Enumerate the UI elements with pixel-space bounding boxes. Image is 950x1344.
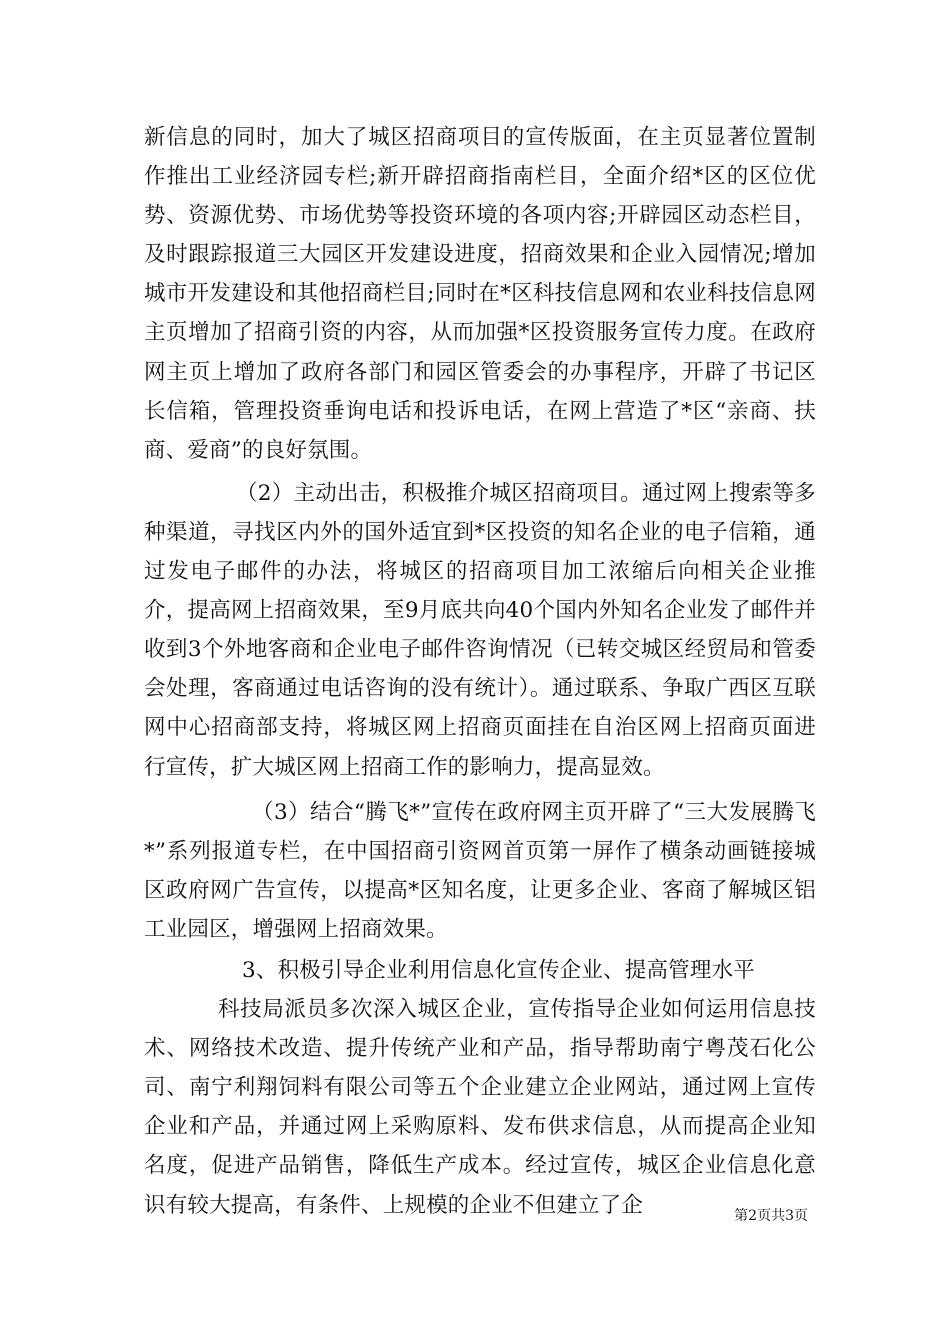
section-heading-enterprise-informatization: 3、积极引导企业利用信息化宣传企业、提高管理水平 <box>242 957 755 983</box>
paragraph-website-promotion: 新信息的同时，加大了城区招商项目的宣传版面，在主页显著位置制作推出工业经济园专栏;新开辟招商指南栏目，全面介绍*区的区位优势、资源优势、市场优势等投资环境的各项内容;开辟园区动态栏目，及时跟踪报道三大园区开发建设进度，招商效果和企业入园情况;增加城市开发建设和其他招商栏目;同时在*区科技信息网和农业科技信息网主页增加了招商引资的内容，从而加强*区投资服务宣传力度。在政府网主页上增加了政府各部门和园区管委会的办事程序，开辟了书记区长信箱，管理投资垂询电话和投诉电话，在网上营造了*区“亲商、扶商、爱商”的良好氛围。 <box>144 125 816 463</box>
page-number-footer: 第2页共3页 <box>734 1208 808 1224</box>
paragraph-tengfei-campaign: （3）结合“腾飞*”宣传在政府网主页开辟了“三大发展腾飞*”系列报道专栏，在中国招商引资网首页第一屏作了横条动画链接城区政府网广告宣传，以提高*区知名度，让更多企业、客商了解城区铝工业园区，增强网上招商效果。 <box>144 799 816 942</box>
paragraph-enterprise-guidance: 科技局派员多次深入城区企业，宣传指导企业如何运用信息技术、网络技术改造、提升传统产业和产品，指导帮助南宁粤茂石化公司、南宁利翔饲料有限公司等五个企业建立企业网站，通过网上宣传企业和产品，并通过网上采购原料、发布供求信息，从而提高企业知名度，促进产品销售，降低生产成本。经过宣传，城区企业信息化意识有较大提高，有条件、上规模的企业不但建立了企 <box>144 997 816 1218</box>
paragraph-email-promotion: （2）主动出击，积极推介城区招商项目。通过网上搜索等多种渠道，寻找区内外的国外适宜到*区投资的知名企业的电子信箱，通过发电子邮件的办法，将城区的招商项目加工浓缩后向相关企业推介，提高网上招商效果，至9月底共向40个国内外知名企业发了邮件并收到3个外地客商和企业电子邮件咨询情况（已转交城区经贸局和管委会处理，客商通过电话咨询的没有统计）。通过联系、争取广西区互联网中心招商部支持，将城区网上招商页面挂在自治区网上招商页面进行宣传，扩大城区网上招商工作的影响力，提高显效。 <box>144 480 816 780</box>
document-body <box>144 118 816 1225</box>
